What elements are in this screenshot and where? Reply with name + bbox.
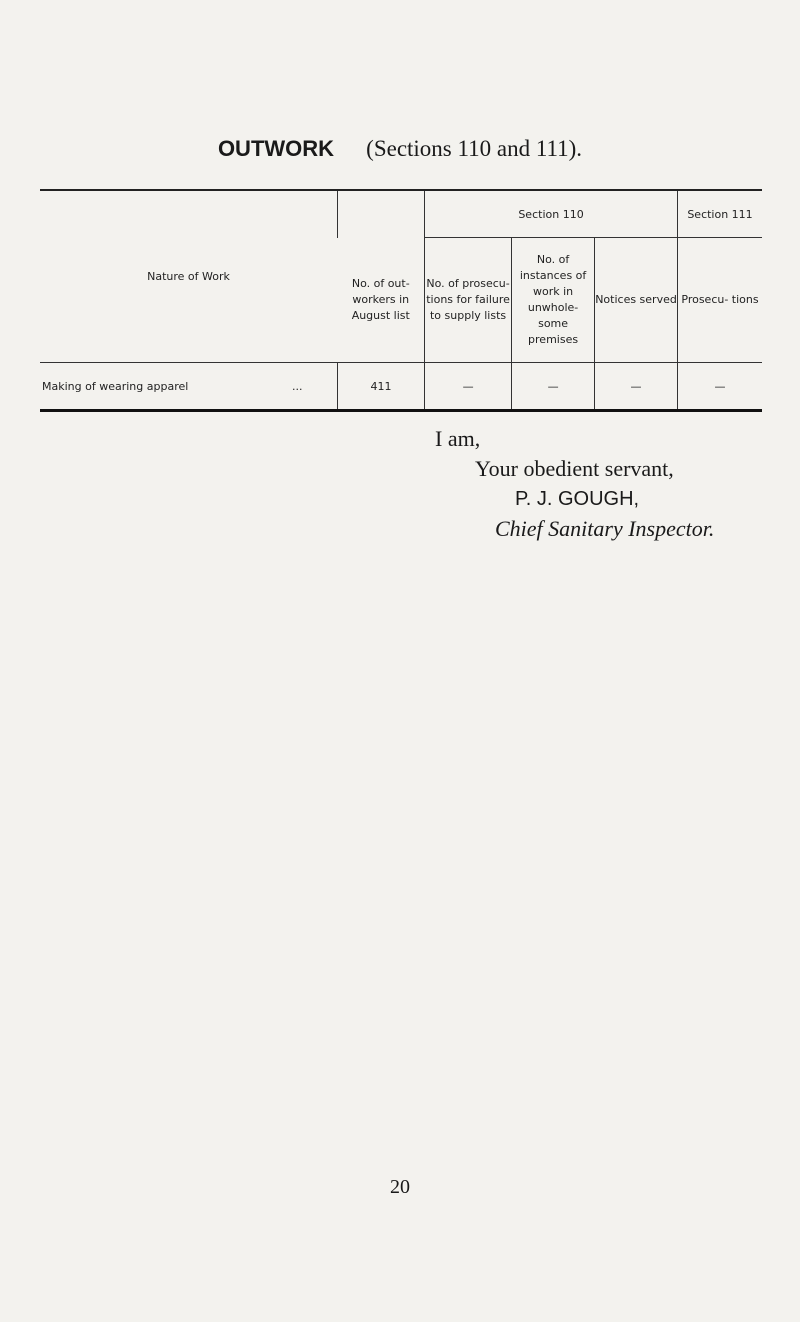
col-header-outworkers: No. of out- workers in August list bbox=[338, 238, 425, 363]
signatory-name: P. J. GOUGH, bbox=[515, 488, 640, 510]
heading-title: OUTWORK bbox=[217, 136, 335, 161]
cell-instances: — bbox=[512, 363, 595, 411]
closing-servant: Your obedient servant, bbox=[475, 456, 674, 481]
col-header-instances: No. of instances of work in unwhole- some premises bbox=[512, 238, 595, 363]
table-group-header-row bbox=[40, 190, 762, 238]
closing-greeting: I am, bbox=[435, 426, 481, 451]
outwork-table bbox=[40, 189, 762, 412]
col-header-notices: Notices served bbox=[595, 238, 678, 363]
row-label: Making of wearing apparel bbox=[42, 379, 189, 393]
col-group-spacer bbox=[338, 190, 425, 238]
heading-subtitle: (Sections 110 and 111). bbox=[366, 136, 583, 161]
leader-dots: ... bbox=[292, 379, 303, 393]
cell-outworkers: 411 bbox=[338, 363, 425, 411]
cell-prosecutions: — bbox=[678, 363, 763, 411]
page-heading bbox=[0, 136, 800, 162]
cell-prosecutions-lists: — bbox=[425, 363, 512, 411]
table-row bbox=[40, 363, 762, 411]
col-header-prosecutions-lists: No. of prosecu- tions for failure to supply lists bbox=[425, 238, 512, 363]
signatory-title: Chief Sanitary Inspector. bbox=[495, 516, 715, 541]
group-header-section-110: Section 110 bbox=[425, 190, 678, 238]
col-header-nature: Nature of Work bbox=[40, 190, 338, 363]
page-number: 20 bbox=[390, 1176, 410, 1198]
cell-notices: — bbox=[595, 363, 678, 411]
col-header-prosecutions: Prosecu- tions bbox=[678, 238, 763, 363]
group-header-section-111: Section 111 bbox=[678, 190, 763, 238]
cell-nature bbox=[40, 363, 338, 411]
